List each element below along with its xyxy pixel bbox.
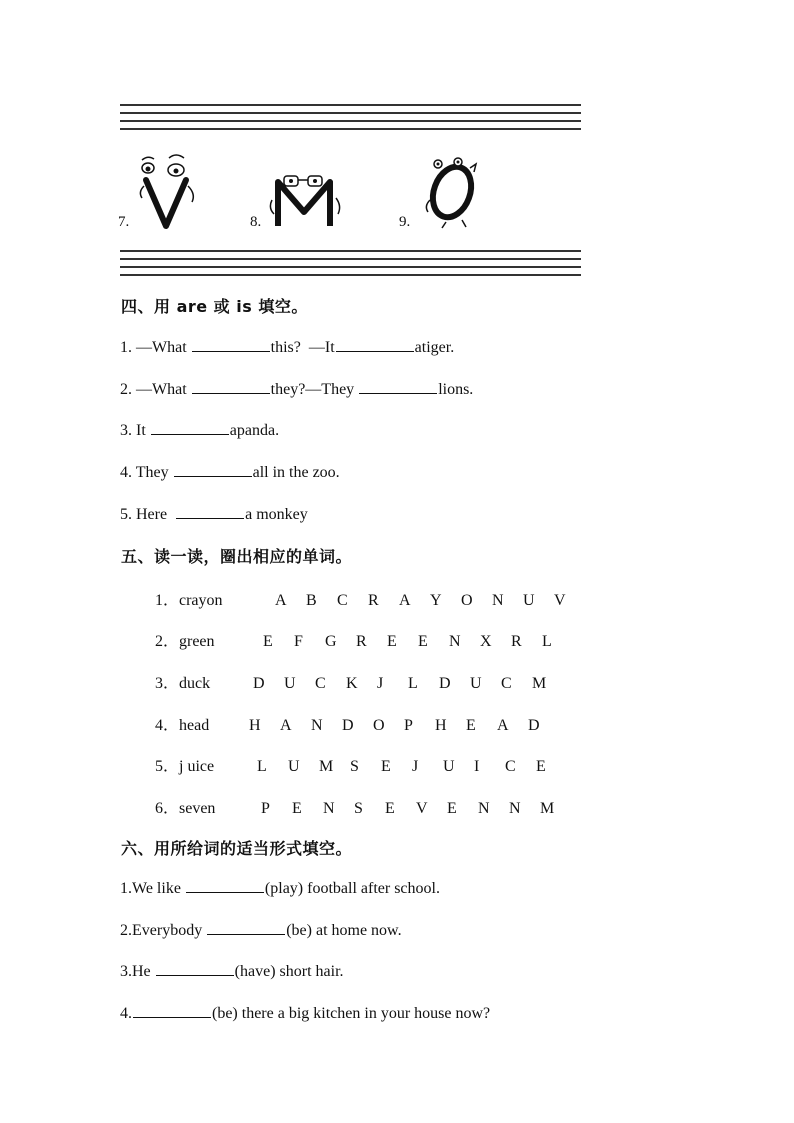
word-search-letter[interactable]: L (257, 758, 267, 775)
word-search-letter[interactable]: P (404, 717, 413, 734)
section-5-heading: 五、读一读，圈出相应的单词。 (121, 547, 353, 566)
word-search-letter[interactable]: E (418, 633, 428, 650)
exercise-line: 5. Here a monkey (120, 506, 308, 523)
word-search-letter[interactable]: J (412, 758, 419, 775)
word-search-letter[interactable]: A (280, 717, 292, 734)
word-search-label: 1．crayon (155, 592, 223, 609)
word-search-label: 6．seven (155, 800, 216, 817)
word-search-letter[interactable]: N (323, 800, 335, 817)
word-search-letter[interactable]: L (542, 633, 552, 650)
word-search-letter[interactable]: E (466, 717, 476, 734)
letter-number: 9. (399, 214, 411, 230)
cartoon-letter-v-icon (134, 150, 204, 230)
word-search-letter[interactable]: D (528, 717, 540, 734)
word-search-letter[interactable]: A (399, 592, 411, 609)
word-search-letter[interactable]: S (354, 800, 363, 817)
word-search-letter[interactable]: B (306, 592, 317, 609)
word-search-letter[interactable]: N (492, 592, 504, 609)
word-search-letter[interactable]: C (337, 592, 348, 609)
cartoon-letter-m-icon (268, 150, 348, 230)
word-search-letter[interactable]: L (408, 675, 418, 692)
cartoon-letters (118, 150, 588, 235)
exercise-line: 2. —What they?—They lions. (120, 381, 474, 398)
word-search-label: 3．duck (155, 675, 211, 692)
word-search-row (155, 587, 585, 610)
word-search-letter[interactable]: U (288, 758, 300, 775)
word-search-letter[interactable]: V (416, 800, 428, 817)
letter-number: 7. (118, 214, 130, 230)
word-search-letter[interactable]: N (449, 633, 461, 650)
word-search-letter[interactable]: N (311, 717, 323, 734)
exercise-line: 3. It apanda. (120, 422, 280, 439)
word-search-letter[interactable]: X (480, 633, 492, 650)
word-search-row (155, 628, 573, 651)
word-search-letter[interactable]: R (356, 633, 367, 650)
word-search-row (155, 753, 567, 776)
word-search-row (155, 670, 563, 693)
word-search-letter[interactable]: E (536, 758, 546, 775)
word-search-letter[interactable]: U (443, 758, 455, 775)
word-search-label: 4．head (155, 717, 210, 734)
exercise-line: 1.We like (play) football after school. (120, 880, 440, 897)
word-search-letter[interactable]: E (263, 633, 273, 650)
word-search-letter[interactable]: J (377, 675, 384, 692)
exercise-line: 3.He (have) short hair. (120, 963, 344, 980)
answer-blank[interactable] (207, 920, 285, 935)
word-search-letter[interactable]: N (509, 800, 521, 817)
exercise-line: 1. —What this? —It atiger. (120, 339, 455, 356)
word-search-letter[interactable]: M (532, 675, 547, 692)
word-search-letter[interactable]: Y (430, 592, 442, 609)
word-search-letter[interactable]: C (505, 758, 516, 775)
letter-number: 8. (250, 214, 262, 230)
word-search-letter[interactable]: M (319, 758, 334, 775)
word-search-letter[interactable]: R (368, 592, 379, 609)
word-search-letter[interactable]: C (501, 675, 512, 692)
word-search-letter[interactable]: N (478, 800, 490, 817)
word-search-letter[interactable]: H (435, 717, 447, 734)
word-search-letter[interactable]: E (385, 800, 395, 817)
word-search-letter[interactable]: E (292, 800, 302, 817)
word-search-letter[interactable]: A (275, 592, 287, 609)
answer-blank[interactable] (174, 462, 252, 477)
word-search-letter[interactable]: U (284, 675, 296, 692)
word-search-letter[interactable]: D (253, 675, 265, 692)
word-search-letter[interactable]: P (261, 800, 270, 817)
answer-blank[interactable] (156, 961, 234, 976)
answer-blank[interactable] (186, 878, 264, 893)
word-search-letter[interactable]: E (381, 758, 391, 775)
answer-blank[interactable] (151, 420, 229, 435)
word-search-letter[interactable]: A (497, 717, 509, 734)
answer-blank[interactable] (176, 504, 244, 519)
answer-blank[interactable] (192, 379, 270, 394)
word-search-letter[interactable]: D (439, 675, 451, 692)
exercise-line: 4. (be) there a big kitchen in your house now? (120, 1005, 491, 1022)
word-search-letter[interactable]: M (540, 800, 555, 817)
word-search-letter[interactable]: E (447, 800, 457, 817)
section-4-heading: 四、用 are 或 is 填空。 (121, 297, 308, 316)
exercise-line: 2.Everybody (be) at home now. (120, 922, 402, 939)
answer-blank[interactable] (133, 1003, 211, 1018)
word-search-letter[interactable]: D (342, 717, 354, 734)
cartoon-letter-o-icon (418, 150, 498, 230)
word-search-letter[interactable]: G (325, 633, 337, 650)
word-search-letter[interactable]: S (350, 758, 359, 775)
word-search-letter[interactable]: U (523, 592, 535, 609)
word-search-letter[interactable]: K (346, 675, 358, 692)
word-search-letter[interactable]: E (387, 633, 397, 650)
answer-blank[interactable] (359, 379, 437, 394)
word-search-letter[interactable]: O (373, 717, 385, 734)
exercise-line: 4. They all in the zoo. (120, 464, 340, 481)
answer-blank[interactable] (192, 337, 270, 352)
word-search-letter[interactable]: C (315, 675, 326, 692)
word-search-letter[interactable]: R (511, 633, 522, 650)
word-search-letter[interactable]: F (294, 633, 303, 650)
word-search-letter[interactable]: U (470, 675, 482, 692)
word-search-letter[interactable]: O (461, 592, 473, 609)
answer-blank[interactable] (336, 337, 414, 352)
word-search-row (155, 712, 559, 735)
word-search-letter[interactable]: V (554, 592, 566, 609)
word-search-letter[interactable]: I (474, 758, 480, 775)
section-6-heading: 六、用所给词的适当形式填空。 (121, 839, 353, 858)
word-search-label: 5．j uice (155, 758, 215, 775)
word-search-letter[interactable]: H (249, 717, 261, 734)
word-search-row (155, 795, 571, 818)
word-search-label: 2．green (155, 633, 215, 650)
